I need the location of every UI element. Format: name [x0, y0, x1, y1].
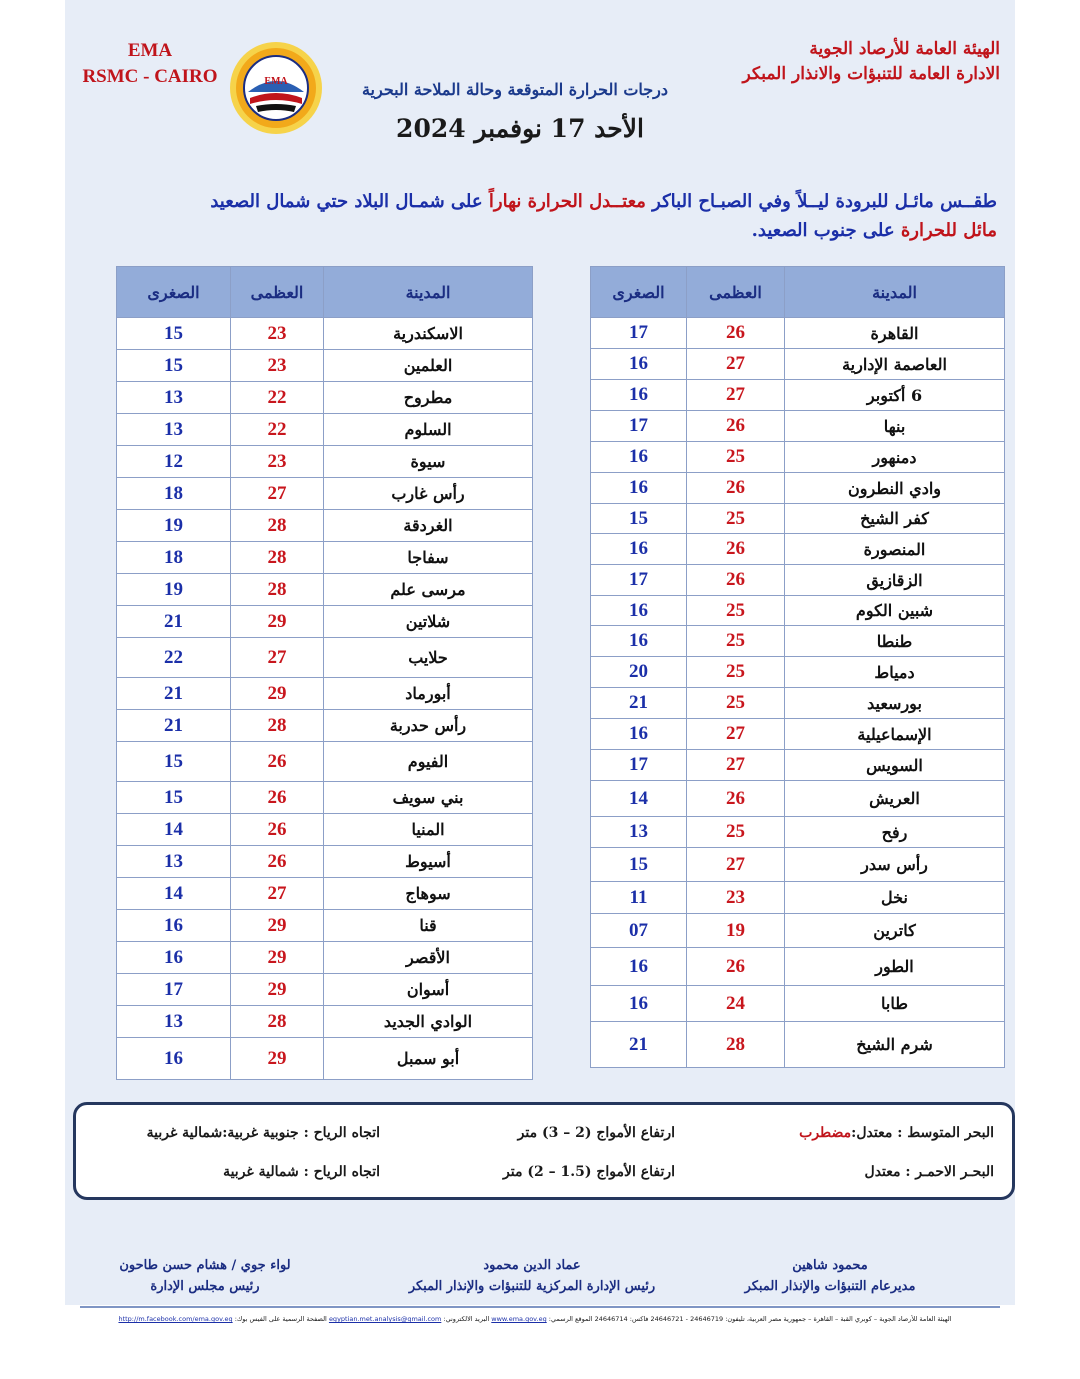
rsmc-text: RSMC - CAIRO	[82, 66, 218, 87]
city-cell: رفح	[785, 817, 1005, 848]
max-temp-cell: 28	[231, 574, 324, 606]
city-cell: مرسى علم	[324, 574, 533, 606]
city-cell: رأس حدربة	[324, 710, 533, 742]
med-sea-winds: اتجاه الرياح : جنوبية غربية:شمالية غربية	[146, 1125, 380, 1141]
table-row	[591, 882, 1005, 914]
table-row	[591, 534, 1005, 565]
org-line-1: الهيئة العامة للأرصاد الجوية	[809, 39, 1000, 59]
city-cell: شبين الكوم	[785, 596, 1005, 626]
min-temp-cell: 16	[591, 948, 687, 986]
max-temp-cell: 26	[231, 814, 324, 846]
max-temp-cell: 23	[231, 350, 324, 382]
footer-site-link[interactable]: www.ema.gov.eg	[491, 1315, 547, 1323]
min-temp-cell: 16	[591, 534, 687, 565]
table-row	[591, 565, 1005, 596]
city-cell: دمياط	[785, 657, 1005, 688]
ema-logo-icon	[228, 40, 324, 136]
table-row	[591, 848, 1005, 882]
min-temp-cell: 14	[117, 878, 231, 910]
max-temp-cell: 26	[687, 948, 785, 986]
signature-2-name: عماد الدين محمود	[483, 1258, 581, 1273]
max-temp-cell: 26	[687, 473, 785, 504]
min-temp-cell: 18	[117, 478, 231, 510]
table-row	[117, 606, 533, 638]
max-temp-cell: 25	[687, 817, 785, 848]
min-temp-cell: 16	[117, 1038, 231, 1080]
city-cell: رأس غارب	[324, 478, 533, 510]
max-temp-cell: 27	[687, 719, 785, 750]
ema-label	[70, 38, 230, 90]
city-cell: بنها	[785, 411, 1005, 442]
max-temp-cell: 23	[231, 446, 324, 478]
table-header-row	[117, 267, 533, 318]
signature-3-title: رئيس مجلس الإدارة	[150, 1279, 260, 1294]
max-temp-cell: 25	[687, 442, 785, 473]
signature-1-name: محمود شاهين	[792, 1258, 868, 1273]
city-cell: مطروح	[324, 382, 533, 414]
max-temp-cell: 27	[687, 380, 785, 411]
table-row	[117, 574, 533, 606]
min-temp-cell: 17	[591, 318, 687, 349]
table-row	[117, 974, 533, 1006]
max-temp-cell: 26	[687, 318, 785, 349]
max-temp-cell: 24	[687, 986, 785, 1022]
city-cell: دمنهور	[785, 442, 1005, 473]
city-cell: كفر الشيخ	[785, 504, 1005, 534]
table-header-row	[591, 267, 1005, 318]
table-row	[117, 638, 533, 678]
table-row	[591, 349, 1005, 380]
city-cell: قنا	[324, 910, 533, 942]
min-temp-cell: 21	[591, 688, 687, 719]
footer-text: الهيئة العامة للأرصاد الجوية – كوبري القبة – القاهرة – جمهورية مصر العربية، تليفون: 24646719 - 24646721 فاكس: 24646714 الموقع الرسمي:	[548, 1315, 952, 1323]
table-row	[117, 350, 533, 382]
min-temp-cell: 16	[591, 596, 687, 626]
signature-2-title: رئيس الإدارة المركزية للتنبؤات والإنذار المبكر	[408, 1279, 656, 1294]
min-temp-cell: 17	[117, 974, 231, 1006]
med-sea-waves: ارتفاع الأمواج (2 – 3) متر	[517, 1125, 675, 1141]
table-row	[117, 878, 533, 910]
city-cell: السويس	[785, 750, 1005, 781]
table-row	[117, 942, 533, 974]
max-temp-cell: 26	[231, 782, 324, 814]
table-row	[117, 1006, 533, 1038]
min-temp-cell: 15	[117, 350, 231, 382]
footer-email-link[interactable]: egyptian.met.analysis@gmail.com	[328, 1315, 442, 1323]
table-row	[591, 1022, 1005, 1068]
min-temp-cell: 18	[117, 542, 231, 574]
max-temp-cell: 29	[231, 974, 324, 1006]
header-max: العظمى	[687, 267, 785, 318]
city-cell: الفيوم	[324, 742, 533, 782]
min-temp-cell: 21	[117, 678, 231, 710]
max-temp-cell: 25	[687, 504, 785, 534]
max-temp-cell: 27	[231, 478, 324, 510]
table-row	[117, 710, 533, 742]
min-temp-cell: 07	[591, 914, 687, 948]
signature-3-name: لواء جوي / هشام حسن طاحون	[119, 1258, 291, 1273]
city-cell: الزقازيق	[785, 565, 1005, 596]
min-temp-cell: 16	[591, 380, 687, 411]
temperature-table-right	[590, 266, 1005, 1068]
forecast-part-6: على جنوب الصعيد.	[751, 220, 901, 241]
table-row	[591, 817, 1005, 848]
footer-divider	[80, 1306, 1000, 1308]
min-temp-cell: 16	[591, 442, 687, 473]
city-cell: بورسعيد	[785, 688, 1005, 719]
min-temp-cell: 19	[117, 510, 231, 542]
min-temp-cell: 13	[117, 1006, 231, 1038]
signature-1-title: مديرعام التنبؤات والإنذار المبكر	[744, 1279, 916, 1294]
min-temp-cell: 17	[591, 565, 687, 596]
min-temp-cell: 20	[591, 657, 687, 688]
city-cell: 6 أكتوبر	[785, 380, 1005, 411]
city-cell: العلمين	[324, 350, 533, 382]
city-cell: رأس سدر	[785, 848, 1005, 882]
max-temp-cell: 23	[687, 882, 785, 914]
max-temp-cell: 23	[231, 318, 324, 350]
min-temp-cell: 14	[591, 781, 687, 817]
min-temp-cell: 15	[117, 782, 231, 814]
med-sea-label	[799, 1125, 994, 1141]
table-row	[591, 411, 1005, 442]
city-cell: الطور	[785, 948, 1005, 986]
forecast-part-1: طقــس مائـل للبرودة ليــلاً	[797, 191, 997, 212]
max-temp-cell: 26	[687, 411, 785, 442]
max-temp-cell: 27	[687, 848, 785, 882]
city-cell: العريش	[785, 781, 1005, 817]
city-cell: الاسكندرية	[324, 318, 533, 350]
min-temp-cell: 12	[117, 446, 231, 478]
max-temp-cell: 22	[231, 414, 324, 446]
table-row	[117, 414, 533, 446]
footer	[100, 1315, 970, 1323]
city-cell: القاهرة	[785, 318, 1005, 349]
max-temp-cell: 28	[231, 510, 324, 542]
min-temp-cell: 19	[117, 574, 231, 606]
signature-2	[372, 1255, 692, 1297]
max-temp-cell: 29	[231, 678, 324, 710]
table-row	[117, 542, 533, 574]
table-row	[591, 442, 1005, 473]
min-temp-cell: 16	[591, 349, 687, 380]
min-temp-cell: 16	[591, 719, 687, 750]
min-temp-cell: 11	[591, 882, 687, 914]
city-cell: أبورماد	[324, 678, 533, 710]
min-temp-cell: 15	[591, 848, 687, 882]
max-temp-cell: 26	[687, 534, 785, 565]
city-cell: بني سويف	[324, 782, 533, 814]
min-temp-cell: 16	[591, 626, 687, 657]
header-min: الصغرى	[591, 267, 687, 318]
max-temp-cell: 28	[231, 542, 324, 574]
city-cell: الوادي الجديد	[324, 1006, 533, 1038]
min-temp-cell: 13	[591, 817, 687, 848]
min-temp-cell: 22	[117, 638, 231, 678]
max-temp-cell: 19	[687, 914, 785, 948]
city-cell: أسيوط	[324, 846, 533, 878]
min-temp-cell: 14	[117, 814, 231, 846]
max-temp-cell: 28	[687, 1022, 785, 1068]
red-sea-waves: ارتفاع الأمواج (1.5 – 2) متر	[503, 1164, 675, 1180]
max-temp-cell: 26	[687, 565, 785, 596]
med-sea-name: البحر المتوسط : معتدل:	[851, 1125, 994, 1141]
forecast-part-5: مائل للحرارة	[900, 220, 997, 241]
table-row	[591, 986, 1005, 1022]
city-cell: أسوان	[324, 974, 533, 1006]
min-temp-cell: 13	[117, 846, 231, 878]
max-temp-cell: 26	[231, 846, 324, 878]
min-temp-cell: 15	[117, 742, 231, 782]
forecast-text	[190, 187, 997, 245]
min-temp-cell: 16	[117, 910, 231, 942]
table-row	[117, 478, 533, 510]
min-temp-cell: 15	[591, 504, 687, 534]
sea-conditions-box	[73, 1102, 1015, 1200]
max-temp-cell: 27	[687, 750, 785, 781]
min-temp-cell: 17	[591, 750, 687, 781]
header-city: المدينة	[324, 267, 533, 318]
city-cell: الإسماعيلية	[785, 719, 1005, 750]
min-temp-cell: 13	[117, 382, 231, 414]
forecast-part-4: على شمـال البلاد حتي شمال الصعيد	[210, 191, 489, 212]
city-cell: أبو سمبل	[324, 1038, 533, 1080]
max-temp-cell: 29	[231, 942, 324, 974]
max-temp-cell: 26	[231, 742, 324, 782]
city-cell: الغردقة	[324, 510, 533, 542]
table-row	[591, 750, 1005, 781]
table-row	[591, 657, 1005, 688]
table-row	[117, 318, 533, 350]
city-cell: طنطا	[785, 626, 1005, 657]
city-cell: كاترين	[785, 914, 1005, 948]
city-cell: الأقصر	[324, 942, 533, 974]
table-row	[117, 814, 533, 846]
table-row	[117, 510, 533, 542]
city-cell: حلايب	[324, 638, 533, 678]
max-temp-cell: 27	[687, 349, 785, 380]
max-temp-cell: 25	[687, 657, 785, 688]
temperature-table-left	[116, 266, 533, 1080]
signature-1	[725, 1255, 935, 1297]
city-cell: المنيا	[324, 814, 533, 846]
table-row	[117, 1038, 533, 1080]
max-temp-cell: 27	[231, 638, 324, 678]
max-temp-cell: 29	[231, 1038, 324, 1080]
footer-email-label: البريد الالكتروني:	[441, 1315, 490, 1323]
city-cell: سوهاج	[324, 878, 533, 910]
signature-3	[100, 1255, 310, 1297]
city-cell: شلاتين	[324, 606, 533, 638]
table-row	[117, 846, 533, 878]
forecast-part-3: معتــدل الحرارة نهاراً	[488, 191, 646, 212]
med-sea-state: مضطرب	[799, 1125, 852, 1141]
max-temp-cell: 29	[231, 606, 324, 638]
table-row	[117, 782, 533, 814]
table-row	[591, 473, 1005, 504]
table-row	[591, 914, 1005, 948]
max-temp-cell: 25	[687, 688, 785, 719]
footer-facebook-link[interactable]: http://m.facebook.com/ema.gov.eg	[118, 1315, 233, 1323]
table-row	[117, 382, 533, 414]
table-row	[591, 781, 1005, 817]
table-row	[591, 719, 1005, 750]
table-row	[591, 318, 1005, 349]
city-cell: السلوم	[324, 414, 533, 446]
min-temp-cell: 16	[591, 986, 687, 1022]
min-temp-cell: 21	[591, 1022, 687, 1068]
city-cell: نخل	[785, 882, 1005, 914]
header-max: العظمى	[231, 267, 324, 318]
organization-name	[700, 37, 1000, 87]
max-temp-cell: 22	[231, 382, 324, 414]
max-temp-cell: 29	[231, 910, 324, 942]
bulletin-date: الأحد 17 نوفمبر 2024	[396, 114, 644, 143]
city-cell: سفاجا	[324, 542, 533, 574]
city-cell: العاصمة الإدارية	[785, 349, 1005, 380]
city-cell: طابا	[785, 986, 1005, 1022]
min-temp-cell: 21	[117, 606, 231, 638]
max-temp-cell: 28	[231, 1006, 324, 1038]
max-temp-cell: 27	[231, 878, 324, 910]
city-cell: المنصورة	[785, 534, 1005, 565]
table-row	[117, 446, 533, 478]
org-line-2: الادارة العامة للتنبؤات والانذار المبكر	[742, 64, 1000, 84]
min-temp-cell: 16	[117, 942, 231, 974]
table-row	[591, 688, 1005, 719]
city-cell: شرم الشيخ	[785, 1022, 1005, 1068]
red-sea-label: البحـر الاحمـر : معتدل	[864, 1164, 994, 1180]
min-temp-cell: 21	[117, 710, 231, 742]
red-sea-winds: اتجاه الرياح : شمالية غربية	[223, 1164, 380, 1180]
bulletin-subtitle: درجات الحرارة المتوقعة وحالة الملاحة البحرية	[361, 80, 669, 99]
min-temp-cell: 17	[591, 411, 687, 442]
table-row	[591, 948, 1005, 986]
table-row	[591, 504, 1005, 534]
table-row	[591, 626, 1005, 657]
ema-text: EMA	[127, 40, 173, 61]
city-cell: سيوة	[324, 446, 533, 478]
city-cell: وادي النطرون	[785, 473, 1005, 504]
footer-facebook-label: الصفحة الرسمية على الفيس بوك:	[232, 1315, 327, 1323]
header-min: الصغرى	[117, 267, 231, 318]
max-temp-cell: 25	[687, 596, 785, 626]
max-temp-cell: 26	[687, 781, 785, 817]
table-row	[117, 742, 533, 782]
table-row	[117, 678, 533, 710]
min-temp-cell: 13	[117, 414, 231, 446]
min-temp-cell: 16	[591, 473, 687, 504]
table-row	[591, 596, 1005, 626]
min-temp-cell: 15	[117, 318, 231, 350]
table-row	[591, 380, 1005, 411]
logo-text: EMA	[264, 76, 288, 87]
max-temp-cell: 28	[231, 710, 324, 742]
header-city: المدينة	[785, 267, 1005, 318]
max-temp-cell: 25	[687, 626, 785, 657]
forecast-part-2: وفي الصبـاح الباكر	[645, 191, 798, 212]
table-row	[117, 910, 533, 942]
